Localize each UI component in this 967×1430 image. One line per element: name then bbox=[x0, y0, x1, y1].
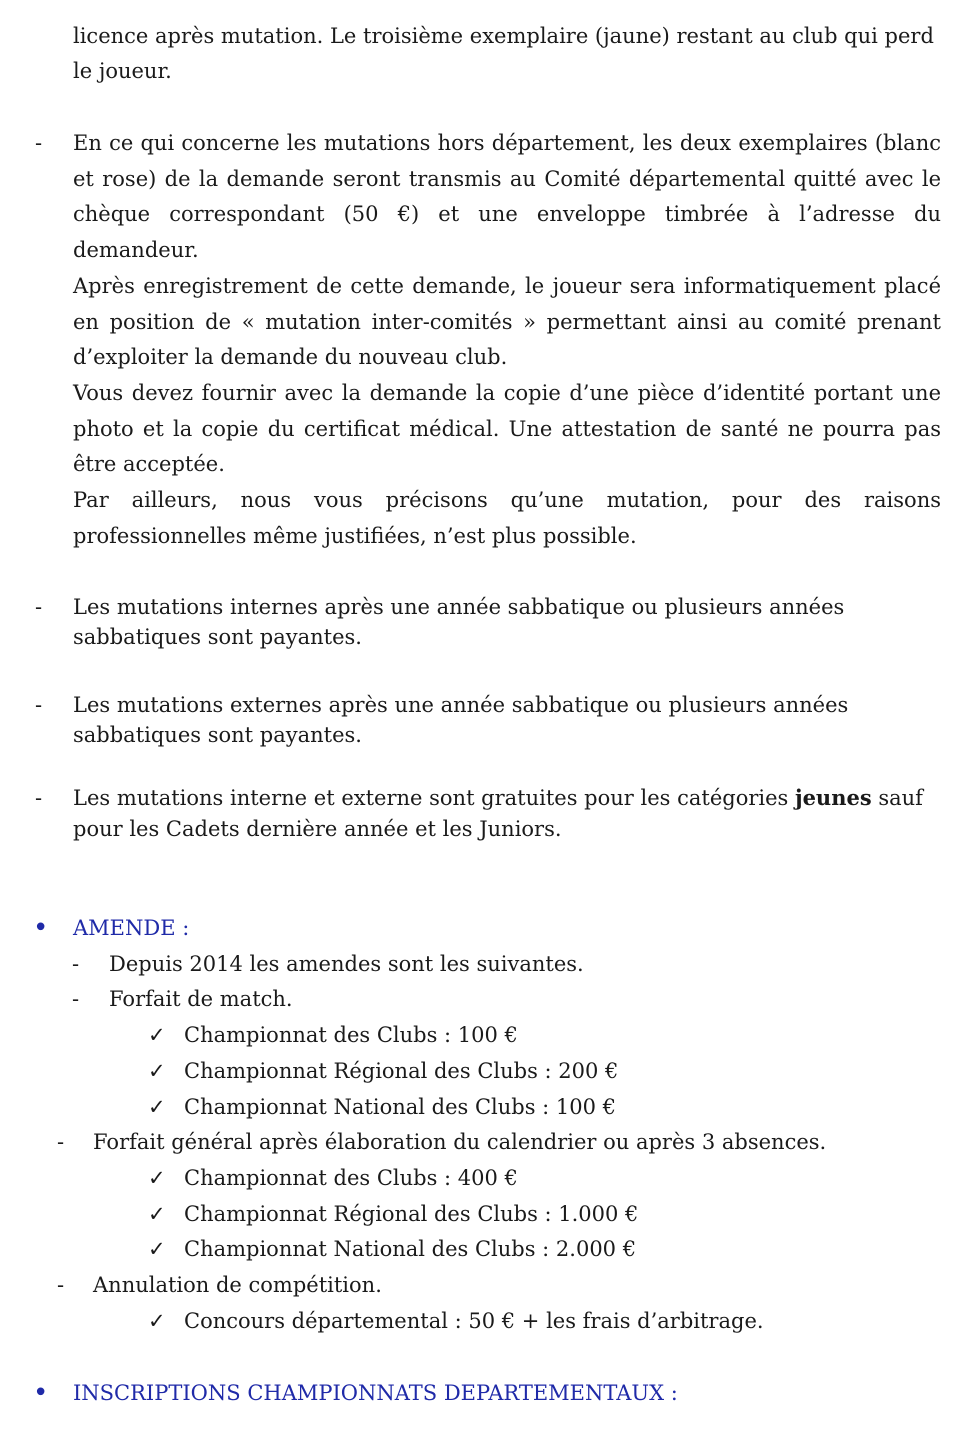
check-icon: ✓ bbox=[148, 1202, 166, 1226]
paragraph-line: licence après mutation. Le troisième exemplaire (jaune) restant au club qui perd bbox=[73, 24, 934, 48]
paragraph-line: pour les Cadets dernière année et les Juniors. bbox=[73, 817, 562, 841]
paragraph-line bbox=[73, 784, 923, 812]
check-icon: ✓ bbox=[148, 1095, 166, 1119]
bullet: • bbox=[33, 913, 49, 943]
list-item: Championnat Régional des Clubs : 1.000 € bbox=[184, 1202, 639, 1226]
list-item: Championnat des Clubs : 100 € bbox=[184, 1023, 518, 1047]
list-dash: - bbox=[57, 1273, 65, 1297]
paragraph-line: professionnelles même justifiées, n’est plus possible. bbox=[73, 524, 637, 548]
section-heading-inscriptions: INSCRIPTIONS CHAMPIONNATS DEPARTEMENTAUX : bbox=[73, 1381, 678, 1405]
paragraph-line: en position de « mutation inter-comités » permettant ainsi au comité prenant bbox=[73, 310, 941, 334]
paragraph-line: et rose) de la demande seront transmis au Comité départemental quitté avec le bbox=[73, 167, 941, 191]
paragraph-line: chèque correspondant (50 €) et une enveloppe timbrée à l’adresse du bbox=[73, 202, 941, 226]
section-heading-amende: AMENDE : bbox=[73, 916, 190, 940]
paragraph-line: Les mutations internes après une année sabbatique ou plusieurs années bbox=[73, 595, 845, 619]
paragraph-line: sabbatiques sont payantes. bbox=[73, 625, 362, 649]
check-icon: ✓ bbox=[148, 1023, 166, 1047]
list-dash: - bbox=[35, 595, 43, 619]
list-item: Forfait général après élaboration du calendrier ou après 3 absences. bbox=[93, 1130, 827, 1154]
paragraph-line: Par ailleurs, nous vous précisons qu’une mutation, pour des raisons bbox=[73, 488, 941, 512]
paragraph-line: photo et la copie du certificat médical. Une attestation de santé ne pourra pas bbox=[73, 417, 941, 441]
list-dash: - bbox=[35, 693, 43, 717]
list-item: Forfait de match. bbox=[109, 987, 293, 1011]
list-dash: - bbox=[35, 131, 43, 155]
list-item: Championnat National des Clubs : 100 € bbox=[184, 1095, 617, 1119]
paragraph-line: le joueur. bbox=[73, 59, 172, 83]
text-run: Les mutations interne et externe sont gratuites pour les catégories bbox=[73, 786, 795, 810]
paragraph-line: Après enregistrement de cette demande, le joueur sera informatiquement placé bbox=[73, 274, 941, 298]
check-icon: ✓ bbox=[148, 1166, 166, 1190]
list-dash: - bbox=[35, 786, 43, 810]
paragraph-line: sabbatiques sont payantes. bbox=[73, 723, 362, 747]
check-icon: ✓ bbox=[148, 1309, 166, 1333]
list-item: Concours départemental : 50 € + les frais d’arbitrage. bbox=[184, 1309, 764, 1333]
list-dash: - bbox=[57, 1130, 65, 1154]
paragraph-line: être acceptée. bbox=[73, 452, 225, 476]
paragraph-line: demandeur. bbox=[73, 238, 199, 262]
paragraph-line: Vous devez fournir avec la demande la copie d’une pièce d’identité portant une bbox=[73, 381, 941, 405]
list-item: Championnat Régional des Clubs : 200 € bbox=[184, 1059, 619, 1083]
bullet: • bbox=[33, 1378, 49, 1408]
bold-text: jeunes bbox=[794, 785, 872, 810]
list-item: Depuis 2014 les amendes sont les suivantes. bbox=[109, 952, 584, 976]
paragraph-line: En ce qui concerne les mutations hors département, les deux exemplaires (blanc bbox=[73, 131, 941, 155]
list-item: Championnat National des Clubs : 2.000 € bbox=[184, 1237, 637, 1261]
list-dash: - bbox=[72, 987, 80, 1011]
list-item: Championnat des Clubs : 400 € bbox=[184, 1166, 518, 1190]
check-icon: ✓ bbox=[148, 1237, 166, 1261]
list-item: Annulation de compétition. bbox=[93, 1273, 382, 1297]
paragraph-line: d’exploiter la demande du nouveau club. bbox=[73, 345, 508, 369]
check-icon: ✓ bbox=[148, 1059, 166, 1083]
text-run: sauf bbox=[871, 786, 923, 810]
paragraph-line: Les mutations externes après une année sabbatique ou plusieurs années bbox=[73, 693, 849, 717]
list-dash: - bbox=[72, 952, 80, 976]
